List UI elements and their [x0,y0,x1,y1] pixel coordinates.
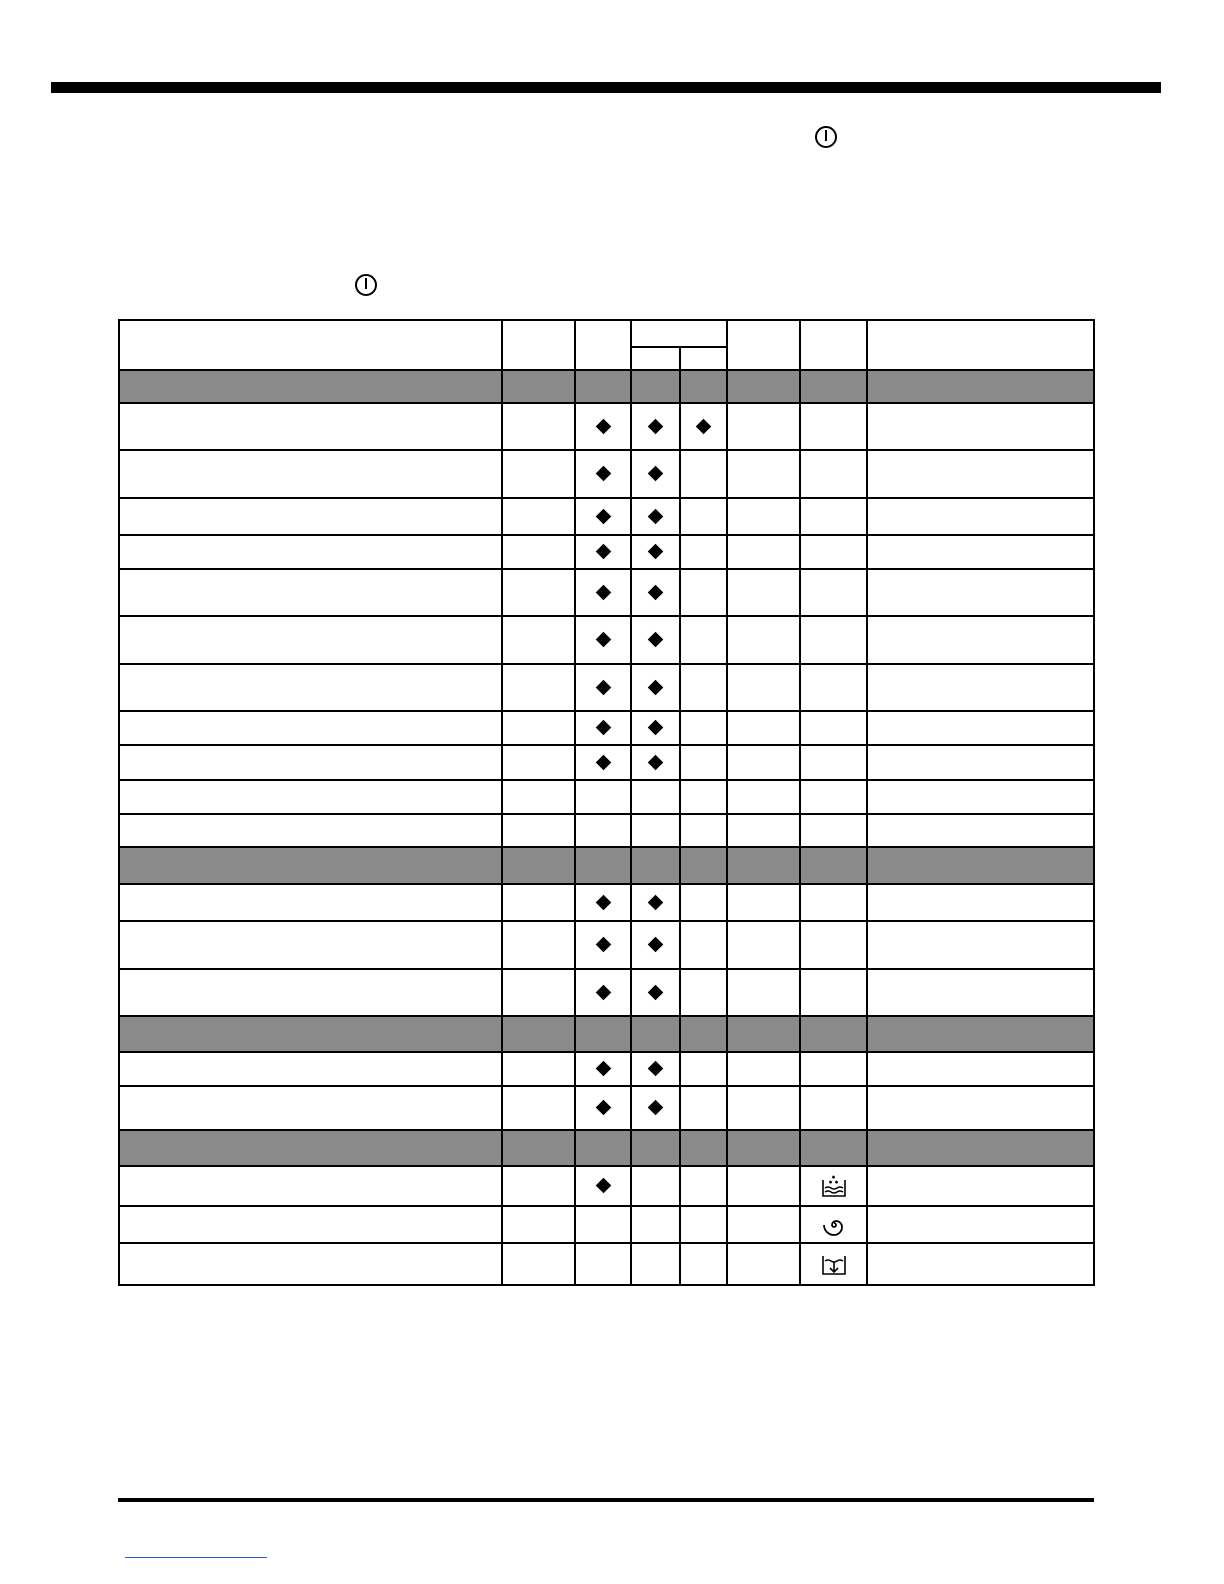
table-cell [867,450,1094,498]
diamond-marker-icon [595,508,611,524]
table-cell [800,1086,867,1130]
section-cell [631,847,680,884]
mark-cell [575,1206,631,1243]
section-cell [800,1016,867,1052]
table-cell [727,1086,800,1130]
diamond-marker-icon [595,466,611,482]
table-row [119,921,1094,969]
table-cell [727,569,800,616]
table-cell [119,498,502,535]
section-cell [727,1130,800,1166]
mark-cell [575,664,631,711]
bottom-rule [118,1498,1094,1502]
mark-cell [680,969,727,1016]
diamond-marker-icon [595,720,611,736]
table-cell [502,1052,575,1086]
power-icon [813,124,839,150]
table-cell [867,780,1094,814]
table-cell [119,1206,502,1243]
header-cell [800,320,867,370]
table-cell [867,535,1094,569]
diamond-marker-icon [595,1061,611,1077]
table-cell [867,664,1094,711]
mark-cell [680,780,727,814]
table-cell [727,745,800,780]
mark-cell [631,1086,680,1130]
programme-table [118,319,1095,1286]
table-header-row [119,320,1094,347]
section-cell [119,1130,502,1166]
mark-cell [631,498,680,535]
mark-cell [575,814,631,847]
table-cell [727,535,800,569]
diamond-marker-icon [648,1100,664,1116]
section-cell [680,1130,727,1166]
mark-cell [631,814,680,847]
diamond-marker-icon [595,1100,611,1116]
mark-cell [680,1052,727,1086]
mark-cell [631,1052,680,1086]
section-header-row [119,370,1094,403]
table-cell [502,450,575,498]
mark-cell [575,535,631,569]
header-cell [727,320,800,370]
mark-cell [575,403,631,450]
table-cell [800,498,867,535]
diamond-marker-icon [595,984,611,1000]
table-cell [502,711,575,745]
table-row [119,1086,1094,1130]
diamond-marker-icon [595,418,611,434]
mark-cell [575,969,631,1016]
mark-cell [575,1086,631,1130]
section-cell [631,370,680,403]
section-cell [867,1130,1094,1166]
mark-cell [575,745,631,780]
mark-cell [631,711,680,745]
diamond-marker-icon [648,418,664,434]
table-cell [867,814,1094,847]
footer-link[interactable] [125,1557,267,1558]
table-cell [800,450,867,498]
option-icon-cell [800,1206,867,1243]
mark-cell [631,569,680,616]
table-cell [867,1166,1094,1206]
table-cell [502,745,575,780]
header-group-cell [631,320,727,347]
mark-cell [680,1243,727,1285]
table-cell [119,780,502,814]
table-cell [800,1052,867,1086]
mark-cell [575,498,631,535]
mark-cell [631,969,680,1016]
table-row [119,450,1094,498]
table-cell [727,450,800,498]
option-icon-cell [800,1166,867,1206]
diamond-marker-icon [648,754,664,770]
section-cell [680,847,727,884]
mark-cell [680,1086,727,1130]
diamond-marker-icon [595,632,611,648]
section-cell [800,1130,867,1166]
table-cell [800,664,867,711]
mark-cell [680,921,727,969]
section-header-row [119,847,1094,884]
table-cell [867,569,1094,616]
table-cell [119,921,502,969]
table-row [119,884,1094,921]
table-cell [119,1243,502,1285]
table-cell [727,498,800,535]
diamond-marker-icon [595,1178,611,1194]
table-cell [867,921,1094,969]
section-cell [502,370,575,403]
water-drop-basin-icon [801,1171,866,1201]
diamond-marker-icon [648,679,664,695]
mark-cell [575,1243,631,1285]
diamond-marker-icon [648,584,664,600]
diamond-marker-icon [595,754,611,770]
table-cell [502,1206,575,1243]
section-cell [119,370,502,403]
mark-cell [680,569,727,616]
table-cell [867,1243,1094,1285]
diamond-marker-icon [648,720,664,736]
table-cell [119,569,502,616]
table-cell [502,664,575,711]
table-cell [727,711,800,745]
diamond-marker-icon [648,894,664,910]
mark-cell [631,921,680,969]
table-row [119,745,1094,780]
mark-cell [575,780,631,814]
section-cell [502,847,575,884]
table-cell [119,535,502,569]
table-cell [727,616,800,664]
mark-cell [680,450,727,498]
mark-cell [680,498,727,535]
header-subcell [631,347,680,370]
mark-cell [631,616,680,664]
table-cell [502,1086,575,1130]
section-cell [575,370,631,403]
table-cell [800,814,867,847]
table-row [119,1243,1094,1285]
table-cell [727,1206,800,1243]
diamond-marker-icon [648,544,664,560]
power-icon [353,272,379,298]
table-cell [119,745,502,780]
mark-cell [631,884,680,921]
diamond-marker-icon [595,937,611,953]
table-cell [727,921,800,969]
section-cell [631,1130,680,1166]
table-row [119,1166,1094,1206]
mark-cell [631,403,680,450]
section-cell [727,1016,800,1052]
table-cell [119,814,502,847]
table-cell [800,921,867,969]
table-cell [727,1052,800,1086]
table-cell [727,969,800,1016]
mark-cell [575,1166,631,1206]
section-cell [575,847,631,884]
table-cell [867,403,1094,450]
header-cell [575,320,631,370]
section-cell [575,1016,631,1052]
top-rule [51,82,1161,93]
section-cell [502,1016,575,1052]
mark-cell [680,745,727,780]
header-subcell [680,347,727,370]
table-cell [727,814,800,847]
mark-cell [575,921,631,969]
table-cell [119,403,502,450]
mark-cell [680,814,727,847]
diamond-marker-icon [696,418,712,434]
table-cell [502,921,575,969]
section-cell [800,847,867,884]
table-cell [502,884,575,921]
header-cell [502,320,575,370]
mark-cell [575,711,631,745]
table-cell [119,969,502,1016]
table-cell [502,1166,575,1206]
mark-cell [575,1052,631,1086]
mark-cell [631,535,680,569]
table-cell [502,1243,575,1285]
table-cell [867,1086,1094,1130]
table-row [119,711,1094,745]
table-cell [800,780,867,814]
table-cell [727,403,800,450]
section-cell [867,370,1094,403]
table-cell [727,1243,800,1285]
table-cell [502,569,575,616]
mark-cell [680,884,727,921]
mark-cell [680,1206,727,1243]
section-cell [119,1016,502,1052]
mark-cell [631,745,680,780]
section-header-row [119,1016,1094,1052]
section-cell [800,370,867,403]
mark-cell [631,1166,680,1206]
diamond-marker-icon [595,584,611,600]
table-row [119,1052,1094,1086]
mark-cell [631,450,680,498]
table-cell [867,1206,1094,1243]
table-cell [867,884,1094,921]
table-cell [119,1166,502,1206]
table-cell [502,780,575,814]
section-cell [631,1016,680,1052]
table-cell [119,616,502,664]
table-cell [502,969,575,1016]
table-cell [119,884,502,921]
mark-cell [680,664,727,711]
table-cell [502,535,575,569]
table-row [119,814,1094,847]
option-icon-cell [800,1243,867,1285]
diamond-marker-icon [595,544,611,560]
table-cell [867,711,1094,745]
section-cell [575,1130,631,1166]
table-cell [119,1052,502,1086]
mark-cell [680,1166,727,1206]
header-cell [119,320,502,370]
table-row [119,535,1094,569]
section-cell [727,847,800,884]
diamond-marker-icon [595,894,611,910]
diamond-marker-icon [648,632,664,648]
diamond-marker-icon [648,984,664,1000]
table-row [119,1206,1094,1243]
section-cell [680,1016,727,1052]
table-cell [502,403,575,450]
section-cell [119,847,502,884]
table-row [119,569,1094,616]
section-cell [867,847,1094,884]
table-cell [867,1052,1094,1086]
diamond-marker-icon [595,679,611,695]
table-row [119,403,1094,450]
table-cell [800,745,867,780]
diamond-marker-icon [648,466,664,482]
mark-cell [680,403,727,450]
diamond-marker-icon [648,937,664,953]
section-cell [727,370,800,403]
table-cell [727,1166,800,1206]
mark-cell [680,535,727,569]
mark-cell [680,711,727,745]
diamond-marker-icon [648,508,664,524]
table-cell [727,780,800,814]
header-cell [867,320,1094,370]
table-row [119,616,1094,664]
table-cell [800,969,867,1016]
table-cell [502,498,575,535]
table-cell [800,616,867,664]
table-cell [727,884,800,921]
table-cell [800,569,867,616]
table-cell [502,616,575,664]
section-header-row [119,1130,1094,1166]
section-cell [867,1016,1094,1052]
diamond-marker-icon [648,1061,664,1077]
table-row [119,969,1094,1016]
table-cell [119,1086,502,1130]
mark-cell [575,450,631,498]
table-cell [727,664,800,711]
table-cell [119,711,502,745]
table-cell [867,616,1094,664]
table-cell [867,498,1094,535]
mark-cell [631,664,680,711]
mark-cell [575,616,631,664]
table-cell [119,664,502,711]
spin-spiral-icon [801,1210,866,1240]
mark-cell [631,1243,680,1285]
table-row [119,664,1094,711]
mark-cell [631,780,680,814]
table-cell [800,535,867,569]
table-cell [800,403,867,450]
mark-cell [680,616,727,664]
table-row [119,780,1094,814]
table-cell [800,711,867,745]
mark-cell [575,884,631,921]
drain-basin-icon [801,1249,866,1279]
section-cell [502,1130,575,1166]
table-cell [867,969,1094,1016]
mark-cell [575,569,631,616]
table-cell [502,814,575,847]
table-cell [867,745,1094,780]
mark-cell [631,1206,680,1243]
table-cell [119,450,502,498]
table-cell [800,884,867,921]
table-row [119,498,1094,535]
section-cell [680,370,727,403]
